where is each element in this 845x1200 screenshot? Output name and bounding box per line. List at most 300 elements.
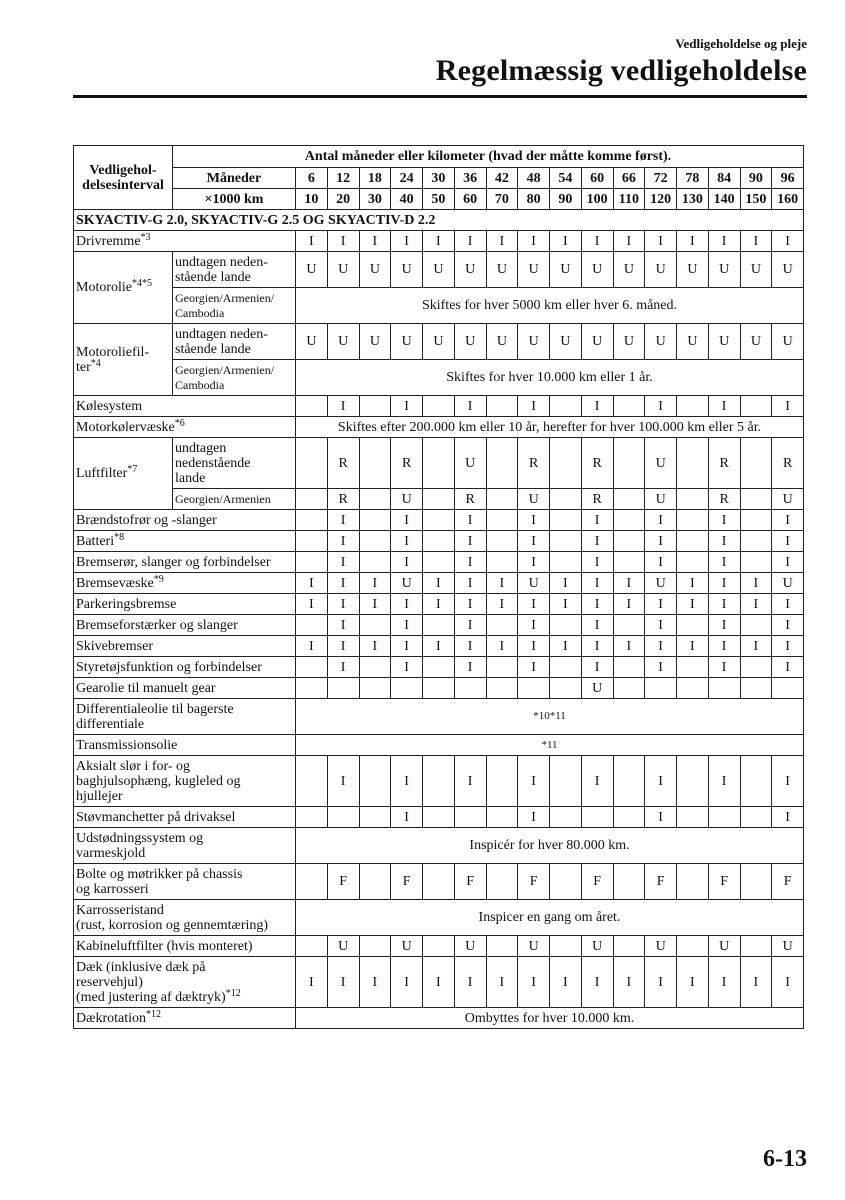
schedule-cell: U <box>581 678 613 699</box>
schedule-cell <box>296 510 328 531</box>
schedule-cell: I <box>677 636 709 657</box>
footnote-ref: *8 <box>114 531 125 543</box>
schedule-cell <box>423 807 455 828</box>
schedule-cell: I <box>645 531 677 552</box>
schedule-cell: U <box>645 489 677 510</box>
schedule-cell <box>359 615 391 636</box>
item-label: Bremseforstærker og slanger <box>74 615 296 636</box>
schedule-cell: U <box>581 936 613 957</box>
schedule-cell: I <box>772 756 804 807</box>
schedule-cell: I <box>518 636 550 657</box>
schedule-cell: I <box>550 573 582 594</box>
schedule-cell: U <box>772 573 804 594</box>
month-value: 24 <box>391 168 423 189</box>
schedule-cell <box>677 864 709 900</box>
schedule-cell: I <box>581 552 613 573</box>
schedule-cell <box>359 438 391 489</box>
schedule-cell: U <box>454 324 486 360</box>
schedule-cell: F <box>391 864 423 900</box>
schedule-cell: I <box>327 552 359 573</box>
schedule-cell <box>423 657 455 678</box>
schedule-cell: I <box>613 231 645 252</box>
schedule-cell: I <box>454 594 486 615</box>
schedule-cell: U <box>518 573 550 594</box>
footnote-ref: *12 <box>146 1008 161 1020</box>
schedule-cell <box>613 936 645 957</box>
schedule-cell: I <box>550 636 582 657</box>
schedule-cell <box>423 489 455 510</box>
item-label: Parkeringsbremse <box>74 594 296 615</box>
table-row <box>74 210 804 231</box>
schedule-cell <box>423 864 455 900</box>
schedule-cell: U <box>391 252 423 288</box>
schedule-cell: I <box>645 231 677 252</box>
table-row <box>74 252 804 288</box>
schedule-cell: I <box>740 957 772 1008</box>
schedule-cell <box>740 756 772 807</box>
schedule-cell <box>550 531 582 552</box>
schedule-cell <box>423 678 455 699</box>
schedule-cell: I <box>486 231 518 252</box>
schedule-cell: U <box>550 324 582 360</box>
schedule-cell: I <box>486 594 518 615</box>
schedule-cell: F <box>772 864 804 900</box>
schedule-cell <box>613 489 645 510</box>
month-value: 78 <box>677 168 709 189</box>
schedule-cell <box>454 678 486 699</box>
months-label: Måneder <box>173 168 296 189</box>
table-row <box>74 657 804 678</box>
month-value: 36 <box>454 168 486 189</box>
km-value: 30 <box>359 189 391 210</box>
schedule-cell: I <box>518 231 550 252</box>
schedule-cell <box>486 864 518 900</box>
schedule-cell: U <box>391 489 423 510</box>
schedule-cell <box>613 657 645 678</box>
footnote-ref: *9 <box>153 573 164 585</box>
engine-section-header: SKYACTIV-G 2.0, SKYACTIV-G 2.5 OG SKYACTIV-D 2.2 <box>74 210 804 231</box>
table-row <box>74 417 804 438</box>
table-row <box>74 396 804 417</box>
schedule-cell: U <box>708 252 740 288</box>
month-value: 96 <box>772 168 804 189</box>
schedule-cell: I <box>677 573 709 594</box>
schedule-cell <box>677 510 709 531</box>
km-value: 60 <box>454 189 486 210</box>
schedule-cell: I <box>581 396 613 417</box>
item-label: Støvmanchetter på drivaksel <box>74 807 296 828</box>
schedule-cell: I <box>772 657 804 678</box>
schedule-cell: I <box>677 231 709 252</box>
schedule-cell: I <box>708 396 740 417</box>
schedule-cell <box>677 552 709 573</box>
table-row <box>74 231 804 252</box>
schedule-cell <box>677 531 709 552</box>
condition-label: undtagen nedenstående lande <box>173 438 296 489</box>
schedule-cell <box>740 438 772 489</box>
schedule-cell: R <box>327 438 359 489</box>
schedule-cell: U <box>423 324 455 360</box>
page-number: 6-13 <box>763 1146 807 1172</box>
table-row <box>74 756 804 807</box>
table-row <box>74 615 804 636</box>
schedule-cell <box>359 678 391 699</box>
item-label: Karrosseristand (rust, korrosion og gennemtæring) <box>74 900 296 936</box>
schedule-cell: I <box>581 231 613 252</box>
schedule-cell: I <box>772 396 804 417</box>
km-value: 150 <box>740 189 772 210</box>
interval-note: Skiftes efter 200.000 km eller 10 år, herefter for hver 100.000 km eller 5 år. <box>296 417 804 438</box>
schedule-cell: I <box>581 510 613 531</box>
schedule-cell: R <box>708 489 740 510</box>
schedule-cell: I <box>645 510 677 531</box>
schedule-cell: I <box>677 594 709 615</box>
maintenance-schedule-table <box>73 145 804 1029</box>
schedule-cell: I <box>518 396 550 417</box>
schedule-cell: I <box>327 231 359 252</box>
item-label: Bremserør, slanger og forbindelser <box>74 552 296 573</box>
schedule-cell <box>486 756 518 807</box>
schedule-cell: I <box>708 636 740 657</box>
schedule-cell: I <box>391 231 423 252</box>
km-value: 160 <box>772 189 804 210</box>
interval-note: Inspicér for hver 80.000 km. <box>296 828 804 864</box>
schedule-cell <box>740 531 772 552</box>
schedule-cell <box>550 936 582 957</box>
schedule-cell: I <box>391 957 423 1008</box>
schedule-cell: I <box>708 231 740 252</box>
schedule-cell: U <box>454 438 486 489</box>
section-label: Vedligeholdelse og pleje <box>675 36 807 51</box>
schedule-cell <box>359 756 391 807</box>
table-row <box>74 489 804 510</box>
schedule-cell: R <box>581 438 613 489</box>
schedule-cell: I <box>613 594 645 615</box>
schedule-cell <box>296 807 328 828</box>
km-value: 110 <box>613 189 645 210</box>
schedule-cell <box>296 678 328 699</box>
schedule-cell: I <box>454 573 486 594</box>
schedule-cell: I <box>581 594 613 615</box>
schedule-cell: U <box>581 252 613 288</box>
schedule-cell: I <box>772 636 804 657</box>
schedule-cell <box>423 756 455 807</box>
interval-note: *11 <box>296 735 804 756</box>
item-label: Luftfilter$^{*7}$ <box>74 438 173 510</box>
schedule-cell <box>613 396 645 417</box>
schedule-cell: U <box>359 324 391 360</box>
schedule-cell: I <box>391 615 423 636</box>
schedule-cell: U <box>581 324 613 360</box>
schedule-cell: I <box>454 957 486 1008</box>
schedule-cell: U <box>518 252 550 288</box>
schedule-cell: I <box>708 531 740 552</box>
schedule-cell <box>486 657 518 678</box>
schedule-cell: I <box>708 756 740 807</box>
schedule-cell: U <box>772 489 804 510</box>
schedule-cell: I <box>327 594 359 615</box>
schedule-cell: I <box>645 657 677 678</box>
km-value: 80 <box>518 189 550 210</box>
schedule-cell <box>740 615 772 636</box>
item-label: Brændstofrør og -slanger <box>74 510 296 531</box>
schedule-cell: I <box>454 231 486 252</box>
schedule-cell: I <box>645 636 677 657</box>
schedule-cell: I <box>391 594 423 615</box>
schedule-cell <box>486 615 518 636</box>
schedule-cell: I <box>391 657 423 678</box>
schedule-cell: U <box>327 252 359 288</box>
schedule-cell: F <box>708 864 740 900</box>
schedule-cell: I <box>581 573 613 594</box>
schedule-cell <box>581 807 613 828</box>
table-row <box>74 678 804 699</box>
schedule-cell <box>423 552 455 573</box>
schedule-cell: F <box>581 864 613 900</box>
schedule-cell <box>423 396 455 417</box>
schedule-cell: U <box>772 252 804 288</box>
km-value: 20 <box>327 189 359 210</box>
schedule-cell: I <box>550 957 582 1008</box>
schedule-cell: U <box>550 252 582 288</box>
schedule-cell: I <box>454 636 486 657</box>
schedule-cell: I <box>708 657 740 678</box>
schedule-cell: U <box>423 252 455 288</box>
condition-label: Georgien/Armenien <box>173 489 296 510</box>
schedule-cell <box>677 438 709 489</box>
schedule-cell: I <box>391 510 423 531</box>
km-value: 140 <box>708 189 740 210</box>
km-value: 70 <box>486 189 518 210</box>
schedule-cell <box>550 807 582 828</box>
schedule-cell <box>613 864 645 900</box>
schedule-cell: F <box>518 864 550 900</box>
schedule-cell <box>613 438 645 489</box>
schedule-cell: I <box>518 807 550 828</box>
month-value: 72 <box>645 168 677 189</box>
schedule-cell <box>296 936 328 957</box>
item-label: Motorolie$^{*4*5}$ <box>74 252 173 324</box>
schedule-cell: I <box>327 615 359 636</box>
schedule-cell <box>486 531 518 552</box>
item-label: Motorkølervæske$^{*6}$ <box>74 417 296 438</box>
item-label: Dækrotation$^{*12}$ <box>74 1008 296 1029</box>
item-label: Styretøjsfunktion og forbindelser <box>74 657 296 678</box>
schedule-cell: I <box>772 615 804 636</box>
schedule-cell: I <box>645 396 677 417</box>
table-row <box>74 594 804 615</box>
schedule-cell <box>677 489 709 510</box>
schedule-cell <box>613 531 645 552</box>
schedule-cell: U <box>772 324 804 360</box>
schedule-cell: U <box>296 324 328 360</box>
schedule-cell: U <box>708 936 740 957</box>
schedule-cell: I <box>708 552 740 573</box>
schedule-cell: I <box>518 756 550 807</box>
schedule-cell <box>550 657 582 678</box>
schedule-cell: U <box>454 936 486 957</box>
schedule-cell: U <box>645 438 677 489</box>
item-label: Skivebremser <box>74 636 296 657</box>
km-value: 40 <box>391 189 423 210</box>
interval-note: Ombyttes for hver 10.000 km. <box>296 1008 804 1029</box>
footnote-ref: *4*5 <box>132 278 152 289</box>
schedule-cell: I <box>581 756 613 807</box>
schedule-cell <box>327 807 359 828</box>
schedule-cell: I <box>327 396 359 417</box>
table-row <box>74 957 804 1008</box>
schedule-cell <box>550 489 582 510</box>
schedule-cell: I <box>645 756 677 807</box>
schedule-cell: I <box>423 594 455 615</box>
schedule-cell: I <box>518 510 550 531</box>
footnote-ref: *6 <box>174 417 185 429</box>
km-label: ×1000 km <box>173 189 296 210</box>
schedule-cell: I <box>613 573 645 594</box>
item-label: Transmissionsolie <box>74 735 296 756</box>
schedule-cell <box>613 756 645 807</box>
month-value: 42 <box>486 168 518 189</box>
month-value: 12 <box>327 168 359 189</box>
schedule-cell <box>613 552 645 573</box>
schedule-cell: I <box>740 636 772 657</box>
schedule-cell: I <box>359 594 391 615</box>
table-row <box>74 324 804 360</box>
schedule-cell: I <box>296 636 328 657</box>
schedule-cell <box>486 396 518 417</box>
table-row <box>74 735 804 756</box>
item-label: Aksialt slør i for- og baghjulsophæng, kugleled og hjullejer <box>74 756 296 807</box>
schedule-cell <box>296 552 328 573</box>
schedule-cell: I <box>327 636 359 657</box>
schedule-cell: F <box>327 864 359 900</box>
item-label: Motoroliefil- ter$^{*4}$ <box>74 324 173 396</box>
schedule-cell: U <box>645 936 677 957</box>
schedule-cell: I <box>518 552 550 573</box>
schedule-cell <box>423 438 455 489</box>
schedule-cell <box>677 657 709 678</box>
schedule-cell: I <box>708 594 740 615</box>
schedule-cell <box>677 936 709 957</box>
schedule-cell <box>550 438 582 489</box>
schedule-cell: I <box>391 807 423 828</box>
schedule-cell: U <box>486 252 518 288</box>
schedule-cell: I <box>454 615 486 636</box>
table-row <box>74 828 804 864</box>
month-value: 18 <box>359 168 391 189</box>
interval-header: Vedligehol- delsesinterval <box>74 146 173 210</box>
schedule-cell <box>708 678 740 699</box>
schedule-cell <box>677 396 709 417</box>
schedule-cell <box>613 510 645 531</box>
schedule-cell: U <box>327 324 359 360</box>
schedule-cell <box>359 489 391 510</box>
month-value: 30 <box>423 168 455 189</box>
table-row <box>74 288 804 324</box>
schedule-cell: R <box>454 489 486 510</box>
schedule-cell: I <box>772 807 804 828</box>
km-value: 50 <box>423 189 455 210</box>
schedule-cell: I <box>423 573 455 594</box>
schedule-cell: U <box>391 324 423 360</box>
schedule-cell: I <box>454 657 486 678</box>
km-value: 130 <box>677 189 709 210</box>
schedule-cell <box>740 396 772 417</box>
schedule-cell: U <box>772 936 804 957</box>
item-label: Bolte og møtrikker på chassis og karrosseri <box>74 864 296 900</box>
interval-note: Skiftes for hver 10.000 km eller 1 år. <box>296 360 804 396</box>
condition-label: Georgien/Armenien/ Cambodia <box>173 288 296 324</box>
schedule-cell: I <box>327 957 359 1008</box>
schedule-cell: U <box>296 252 328 288</box>
schedule-cell: I <box>772 957 804 1008</box>
schedule-cell <box>550 678 582 699</box>
schedule-cell: U <box>645 573 677 594</box>
schedule-cell: I <box>740 573 772 594</box>
item-label: Kølesystem <box>74 396 296 417</box>
schedule-cell <box>740 510 772 531</box>
schedule-cell: I <box>645 615 677 636</box>
schedule-cell <box>740 489 772 510</box>
item-label: Dæk (inklusive dæk på reservehjul) (med justering af dæktryk)$^{*12}$ <box>74 957 296 1008</box>
schedule-cell: I <box>550 594 582 615</box>
schedule-cell: I <box>550 231 582 252</box>
schedule-cell: U <box>327 936 359 957</box>
table-row <box>74 936 804 957</box>
schedule-cell <box>486 936 518 957</box>
schedule-cell: I <box>391 396 423 417</box>
schedule-cell <box>613 615 645 636</box>
schedule-cell <box>359 396 391 417</box>
schedule-cell: I <box>581 957 613 1008</box>
month-value: 66 <box>613 168 645 189</box>
schedule-cell <box>359 552 391 573</box>
schedule-cell <box>740 807 772 828</box>
schedule-cell <box>613 678 645 699</box>
schedule-cell: I <box>613 957 645 1008</box>
schedule-cell: I <box>454 396 486 417</box>
schedule-cell: I <box>708 573 740 594</box>
schedule-cell: I <box>740 231 772 252</box>
schedule-cell: I <box>518 594 550 615</box>
table-row <box>74 438 804 489</box>
schedule-cell: U <box>391 573 423 594</box>
schedule-cell <box>359 657 391 678</box>
schedule-cell: I <box>327 573 359 594</box>
item-label: Drivremme$^{*3}$ <box>74 231 296 252</box>
schedule-cell: R <box>708 438 740 489</box>
table-row <box>74 510 804 531</box>
schedule-cell <box>486 489 518 510</box>
schedule-cell: I <box>486 957 518 1008</box>
schedule-cell <box>677 807 709 828</box>
schedule-cell <box>423 936 455 957</box>
schedule-cell: U <box>677 252 709 288</box>
table-row <box>74 807 804 828</box>
schedule-cell: I <box>296 573 328 594</box>
schedule-cell: R <box>581 489 613 510</box>
schedule-cell: U <box>518 489 550 510</box>
schedule-cell <box>296 396 328 417</box>
footnote-ref: *3 <box>140 231 151 243</box>
schedule-cell <box>359 531 391 552</box>
schedule-cell: I <box>327 531 359 552</box>
km-value: 10 <box>296 189 328 210</box>
month-value: 84 <box>708 168 740 189</box>
month-value: 54 <box>550 168 582 189</box>
schedule-cell: I <box>518 531 550 552</box>
schedule-cell <box>296 531 328 552</box>
